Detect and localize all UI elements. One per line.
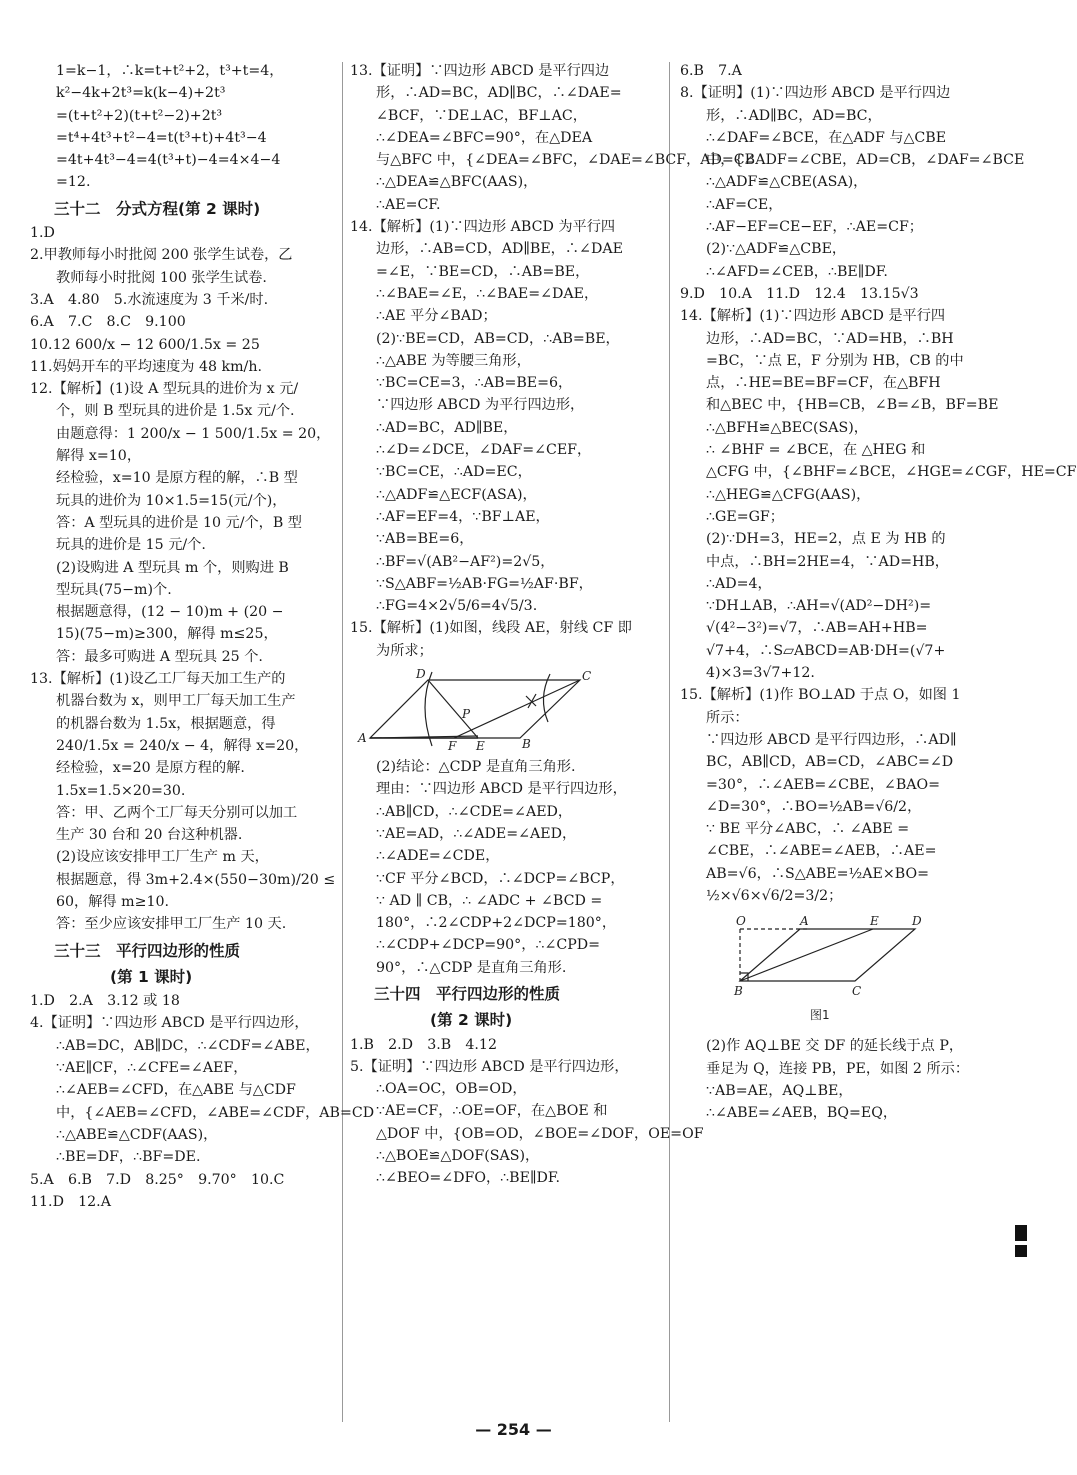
text-line: ∵AE∥CF，∴∠CFE=∠AEF， <box>56 1060 248 1077</box>
text-line: 玩具的进价是 15 元/个. <box>56 537 206 554</box>
text-line: ∵CF 平分∠BCD，∴∠DCP=∠BCP， <box>376 870 625 887</box>
label-b: B <box>734 984 743 999</box>
text-line: ∠D=30°，∴BO=½AB=√6/2， <box>706 798 922 815</box>
text-line: =(t+t²+2)(t+t²−2)+2t³ <box>56 107 223 124</box>
label-f: F <box>448 739 457 754</box>
answer-line: 6.A 7.C 8.C 9.100 <box>30 314 186 331</box>
text-line: ∴∠DEA=∠BFC=90°，在△DEA <box>376 129 593 146</box>
text-line: 1=k−1，∴k=t+t²+2，t³+t=4， <box>56 63 284 79</box>
text-line: ∴GE=GF； <box>706 508 784 525</box>
label-p: P <box>462 707 471 722</box>
page-number: — 254 — <box>475 1420 552 1439</box>
figure-caption: 图1 <box>810 1008 830 1023</box>
text-line: ∵BC=CE=3，∴AB=BE=6， <box>376 375 573 392</box>
answer-line: 15.【解析】(1)作 BO⊥AD 于点 O，如图 1 <box>680 687 961 704</box>
answer-line: 11.妈妈开车的平均速度为 48 km/h. <box>30 358 262 375</box>
text-line: ∵ BE 平分∠ABC，∴ ∠ABE = <box>706 821 910 838</box>
text-line: (2)设购进 A 型玩具 m 个，则购进 B <box>56 559 289 576</box>
text-line: ∴AF−EF=CE−EF，∴AE=CF； <box>706 219 923 236</box>
label-c: C <box>582 669 592 684</box>
text-line: ∵S△ABF=½AB·FG=½AF·BF， <box>376 575 593 592</box>
text-line: =t⁴+4t³+t²−4=t(t³+t)+4t³−4 <box>56 129 267 146</box>
answer-line: 9.D 10.A 11.D 12.4 13.15√3 <box>680 285 919 302</box>
text-line: ∵AB=AE，AQ⊥BE， <box>706 1082 853 1099</box>
text-line: ½×√6×√6/2=3/2； <box>706 887 843 904</box>
section-subtitle: (第 1 课时) <box>110 967 193 986</box>
text-line: 所示： <box>706 709 749 726</box>
answer-line: 14.【解析】(1)∵四边形 ABCD 是平行四 <box>680 308 946 325</box>
answer-line: 1.D <box>30 225 55 242</box>
text-line: ∵AE=CF，∴OE=OF，在△BOE 和 <box>376 1103 608 1120</box>
label-e: E <box>870 914 879 929</box>
thumb-index-mark <box>1015 1245 1027 1257</box>
answer-line: 10.12 600/x − 12 600/1.5x = 25 <box>30 336 260 353</box>
text-line: 1.5x=1.5×20=30. <box>56 782 186 799</box>
answer-line: 1.B 2.D 3.B 4.12 <box>350 1036 497 1053</box>
answer-line: 5.【证明】∵四边形 ABCD 是平行四边形， <box>350 1058 629 1075</box>
text-line: ∵BC=CE，∴AD=EC， <box>376 464 532 481</box>
text-line: 答：至少应该安排甲工厂生产 10 天. <box>56 916 287 933</box>
text-line: 形，∴AD=BC，AD∥BC，∴∠DAE= <box>376 85 622 102</box>
text-line: ∴AB=DC，AB∥DC，∴∠CDF=∠ABE， <box>56 1037 320 1054</box>
text-line: =30°，∴∠AEB=∠CBE，∠BAO= <box>706 776 941 793</box>
text-line: 答：A 型玩具的进价是 10 元/个，B 型 <box>56 514 302 531</box>
label-d: D <box>416 667 426 682</box>
text-line: ∴AF=CE， <box>706 196 783 213</box>
text-line: =4t+4t³−4=4(t³+t)−4=4×4−4 <box>56 152 281 169</box>
column-divider <box>669 62 670 1422</box>
text-line: 由题意得：1 200/x − 1 500/1.5x = 20， <box>56 425 331 442</box>
section-title: 三十二 分式方程(第 2 课时) <box>54 199 261 218</box>
answer-line: 1.D 2.A 3.12 或 18 <box>30 993 180 1010</box>
answer-line: 2.甲教师每小时批阅 200 张学生试卷，乙 <box>30 247 293 264</box>
text-line: 解得 x=10， <box>56 448 142 465</box>
answer-line: 5.A 6.B 7.D 8.25° 9.70° 10.C <box>30 1171 285 1188</box>
label-d: D <box>912 914 922 929</box>
answer-column-1 <box>30 60 375 1213</box>
text-line: △DOF 中，{OB=OD，∠BOE=∠DOF，OE=OF <box>376 1125 704 1142</box>
text-line: =∠E，∵BE=CD，∴AB=BE， <box>376 263 590 280</box>
segment-be <box>740 929 873 981</box>
text-line: ∴AB∥CD，∴∠CDE=∠AED， <box>376 803 573 820</box>
text-line: 点，∴HE=BE=BF=CF，在△BFH <box>706 375 941 392</box>
text-line: 玩具的进价为 10×1.5=15(元/个)， <box>56 492 287 509</box>
text-line: ∠BCF，∵DE⊥AC，BF⊥AC， <box>376 107 587 124</box>
ray-cf <box>454 680 580 738</box>
text-line: ∴∠AEB=∠CFD，在△ABE 与△CDF <box>56 1082 296 1099</box>
text-line: ∴∠D=∠DCE，∠DAF=∠CEF， <box>376 442 592 459</box>
column-divider <box>342 62 343 1422</box>
section-subtitle: (第 2 课时) <box>430 1011 513 1030</box>
label-e: E <box>476 739 485 754</box>
text-line: 和△BEC 中，{HB=CB，∠B=∠B，BF=BE <box>706 397 999 414</box>
text-line: 经检验，x=10 是原方程的解，∴B 型 <box>56 470 298 487</box>
section-title: 三十三 平行四边形的性质 <box>54 941 241 960</box>
text-line: 理由：∵四边形 ABCD 是平行四边形， <box>376 781 627 798</box>
text-line: ∴AF=EF=4，∵BF⊥AE， <box>376 508 550 525</box>
label-c: C <box>852 984 862 999</box>
text-line: 15)(75−m)≥300，解得 m≤25， <box>56 626 278 643</box>
text-line: 边形，∴AD=BC，∵AD=HB，∴BH <box>706 330 954 347</box>
text-line: ∴BF=√(AB²−AF²)=2√5， <box>376 553 555 570</box>
text-line: ∴△ADF≌△CBE(ASA)， <box>706 174 868 191</box>
text-line: ∴∠DAF=∠BCE，在△ADF 与△CBE <box>706 129 947 146</box>
text-line: 90°，∴△CDP 是直角三角形. <box>376 959 567 976</box>
text-line: 180°，∴2∠CDP+2∠DCP=180°， <box>376 915 617 932</box>
figure-1 <box>680 911 960 1031</box>
answer-line: 8.【证明】(1)∵四边形 ABCD 是平行四边 <box>680 85 951 102</box>
text-line: ∵四边形 ABCD 为平行四边形， <box>376 397 585 414</box>
answer-line: 15.【解析】(1)如图，线段 AE，射线 CF 即 <box>350 620 632 637</box>
answer-line: 14.【解析】(1)∵四边形 ABCD 为平行四 <box>350 219 616 236</box>
text-line: 生产 30 台和 20 台这种机器. <box>56 827 243 844</box>
text-line: ∵DH⊥AB，∴AH=√(AD²−DH²)= <box>706 598 932 615</box>
text-line: ∴AE=CF. <box>376 196 441 213</box>
text-line: 经检验，x=20 是原方程的解. <box>56 760 245 777</box>
text-line: ∴AD=BC，AD∥BE， <box>376 419 518 436</box>
text-line: ∵ AD ∥ CB，∴ ∠ADC + ∠BCD = <box>376 892 603 909</box>
section-title: 三十四 平行四边形的性质 <box>374 984 561 1003</box>
text-line: 60，解得 m≥10. <box>56 893 170 910</box>
text-line: 垂足为 Q，连接 PB，PE，如图 2 所示： <box>706 1060 970 1077</box>
label-a: A <box>800 914 809 929</box>
text-line: 机器台数为 x，则甲工厂每天加工生产 <box>56 693 296 710</box>
text-line: ∴ ∠BHF = ∠BCE，在 △HEG 和 <box>706 442 926 459</box>
text-line: ∴∠ABE=∠AEB，BQ=EQ， <box>706 1105 898 1122</box>
text-line: ∴∠ADE=∠CDE， <box>376 848 500 865</box>
segment-de <box>428 680 478 738</box>
label-o: O <box>736 914 746 929</box>
text-line: ∵AE=AD，∴∠ADE=∠AED， <box>376 825 577 842</box>
text-line: (2)作 AQ⊥BE 交 DF 的延长线于点 P， <box>706 1038 964 1055</box>
text-line: ∴△BFH≌△BEC(SAS)， <box>706 419 868 436</box>
label-b: B <box>522 737 531 752</box>
text-line: 边形，∴AB=CD，AD∥BE，∴∠DAE <box>376 241 623 258</box>
answer-line: 4.【证明】∵四边形 ABCD 是平行四边形， <box>30 1015 309 1032</box>
text-line: ∵AB=BE=6， <box>376 531 474 548</box>
text-line: ∴△HEG≌△CFG(AAS)， <box>706 486 871 503</box>
text-line: ∴∠BEO=∠DFO，∴BE∥DF. <box>376 1170 561 1187</box>
text-line: 根据题意得，(12 − 10)m + (20 − <box>56 604 284 621</box>
text-line: =BC，∵点 E，F 分别为 HB，CB 的中 <box>706 352 964 369</box>
text-line: 教师每小时批阅 100 张学生试卷. <box>56 269 267 286</box>
text-line: 的机器台数为 1.5x，根据题意，得 <box>56 715 276 732</box>
text-line: 答：甲、乙两个工厂每天分别可以加工 <box>56 804 298 821</box>
text-line: (2)∵DH=3，HE=2，点 E 为 HB 的 <box>706 531 946 548</box>
text-line: ∵四边形 ABCD 是平行四边形，∴AD∥ <box>706 731 957 748</box>
text-line: ∴∠CDP+∠DCP=90°，∴∠CPD= <box>376 937 601 954</box>
text-line: 个，则 B 型玩具的进价是 1.5x 元/个. <box>56 403 295 420</box>
text-line: (2)设应该安排甲工厂生产 m 天， <box>56 849 269 866</box>
text-line: 形，∴AD∥BC，AD=BC， <box>706 107 882 124</box>
text-line: ∴△ADF≌△ECF(ASA)， <box>376 486 537 503</box>
text-line: 为所求； <box>376 642 433 659</box>
text-line: (2)∵BE=CD，AB=CD，∴AB=BE， <box>376 330 620 347</box>
text-line: ∴∠BAE=∠E，∴∠BAE=∠DAE， <box>376 285 599 302</box>
text-line: ∠CBE，∴∠ABE=∠AEB，∴AE= <box>706 843 937 860</box>
construction-figure <box>350 666 592 754</box>
text-line: (2)结论：△CDP 是直角三角形. <box>376 759 576 776</box>
text-line: 中点，∴BH=2HE=4，∵AD=HB， <box>706 553 949 570</box>
answer-line: 13.【解析】(1)设乙工厂每天加工生产的 <box>30 671 286 688</box>
answer-line: 6.B 7.A <box>680 63 742 79</box>
text-line: ∴OA=OC，OB=OD， <box>376 1081 527 1098</box>
answer-line: 12.【解析】(1)设 A 型玩具的进价为 x 元/ <box>30 381 299 398</box>
text-line: ∴△DEA≌△BFC(AAS)， <box>376 174 538 191</box>
text-line: 与△BFC 中，{∠DEA=∠BFC，∠DAE=∠BCF，AD=CB <box>376 152 756 169</box>
text-line: =12. <box>56 174 91 191</box>
text-line: ∴△ABE≌△CDF(AAS)， <box>56 1126 218 1143</box>
text-line: ∴△ABE 为等腰三角形， <box>376 352 531 369</box>
text-line: ∴BE=DF，∴BF=DE. <box>56 1149 201 1166</box>
text-line: 答：最多可购进 A 型玩具 25 个. <box>56 648 263 665</box>
text-line: 中，{∠AEB=∠CFD，∠ABE=∠CDF，AB=CD <box>56 1104 375 1121</box>
answer-column-3 <box>680 60 1077 1124</box>
text-line: AB=√6，∴S△ABE=½AE×BO= <box>706 865 929 882</box>
text-line: √(4²−3²)=√7，∴AB=AH+HB= <box>706 620 928 637</box>
text-line: 型玩具(75−m)个. <box>56 581 172 598</box>
text-line: 4)×3=3√7+12. <box>706 665 815 682</box>
text-line: ∴△BOE≌△DOF(SAS)， <box>376 1148 540 1165</box>
text-line: △CFG 中，{∠BHF=∠BCE，∠HGE=∠CGF，HE=CF <box>706 464 1077 481</box>
text-line: ∴AE 平分∠BAD； <box>376 308 497 325</box>
thumb-index-mark <box>1015 1225 1027 1241</box>
text-line: (2)∵△ADF≌△CBE， <box>706 241 847 258</box>
answer-line: 11.D 12.A <box>30 1193 111 1210</box>
text-line: √7+4，∴S▱ABCD=AB·DH=(√7+ <box>706 642 946 659</box>
answer-line: 3.A 4.80 5.水流速度为 3 千米/时. <box>30 291 269 308</box>
text-line: ∴AD=4， <box>706 575 772 592</box>
text-line: 240/1.5x = 240/x − 4，解得 x=20， <box>56 737 309 754</box>
text-line: 中，{∠ADF=∠CBE，AD=CB，∠DAF=∠BCE <box>706 152 1025 169</box>
answer-line: 13.【证明】∵四边形 ABCD 是平行四边 <box>350 63 610 79</box>
text-line: ∴FG=4×2√5/6=4√5/3. <box>376 598 538 615</box>
parallelogram-abcd <box>740 929 915 981</box>
text-line: 根据题意，得 3m+2.4×(550−30m)/20 ≤ <box>56 871 336 888</box>
text-line: ∴∠AFD=∠CEB，∴BE∥DF. <box>706 263 888 280</box>
parallelogram-abcd <box>370 680 580 738</box>
label-a: A <box>358 731 367 746</box>
text-line: BC，AB∥CD，AB=CD，∠ABC=∠D <box>706 754 954 771</box>
text-line: k²−4k+2t³=k(k−4)+2t³ <box>56 85 226 102</box>
